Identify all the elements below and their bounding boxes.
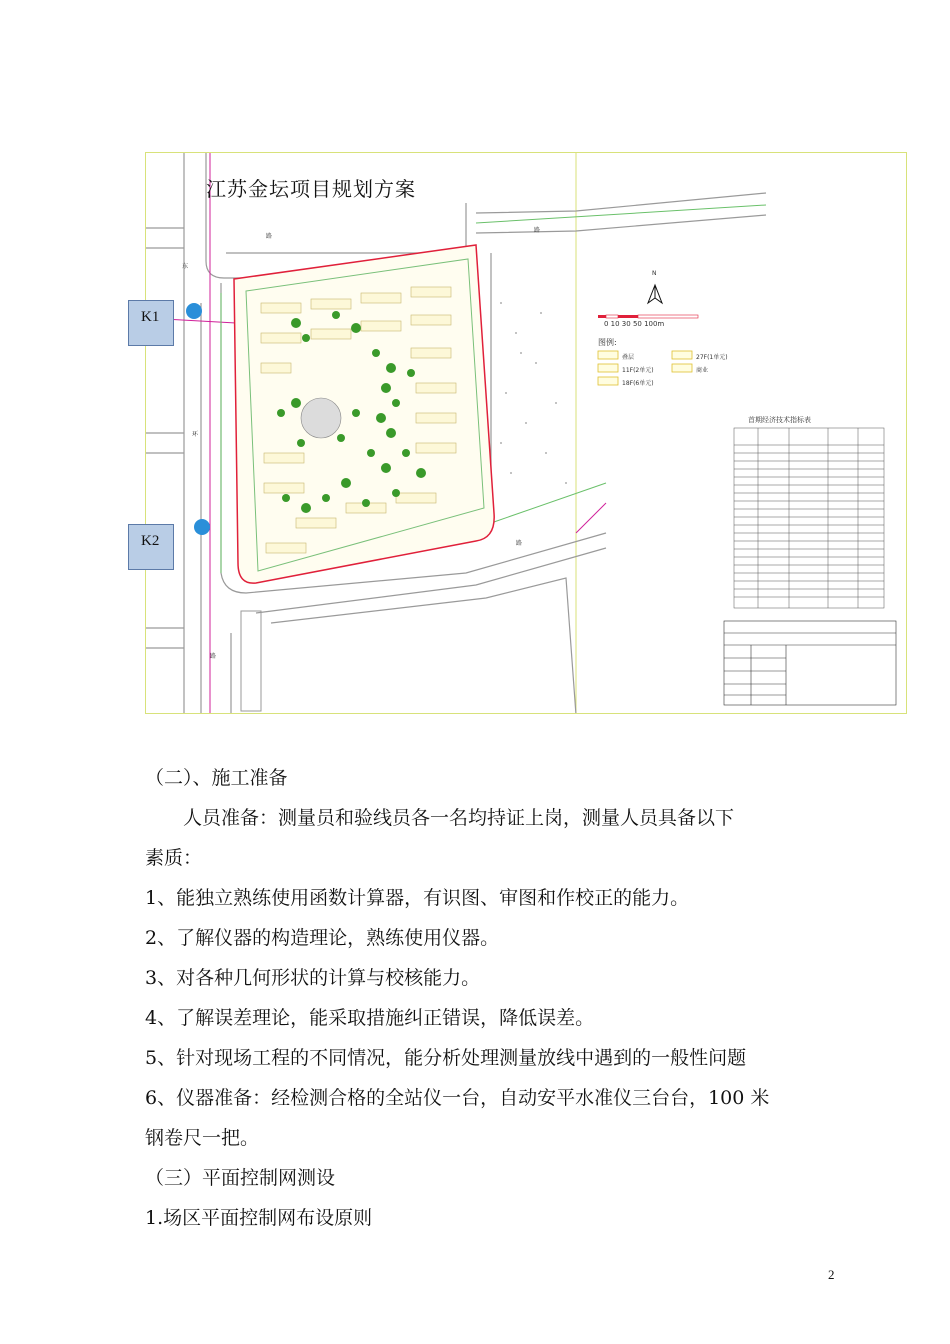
list-item-cont: 钢卷尺一把。 [145, 1127, 260, 1149]
list-item: 1、能独立熟练使用函数计算器，有识图、审图和作校正的能力。 [145, 887, 690, 909]
north-arrow [648, 285, 662, 303]
page-number: 2 [828, 1267, 835, 1282]
section-heading-control-network: （三）平面控制网测设 [145, 1167, 336, 1189]
legend-item: 叠层 [622, 354, 635, 361]
paragraph-personnel-cont: 素质： [145, 847, 203, 869]
list-item: 6、仪器准备：经检测合格的全站仪一台，自动安平水准仪三台台，100 米 [145, 1087, 770, 1109]
legend-item: 18F(6单元) [622, 380, 654, 387]
scale-label: 0 10 30 50 100m [604, 320, 665, 328]
legend-title: 图例: [598, 338, 617, 347]
k2-marker-label: K2 [128, 524, 174, 570]
list-item: 5、针对现场工程的不同情况，能分析处理测量放线中遇到的一般性问题 [145, 1047, 747, 1069]
site-plan-figure [145, 152, 907, 714]
road-label: 路 [516, 540, 523, 547]
subheading-principles: 1.场区平面控制网布设原则 [145, 1207, 373, 1229]
economics-table [734, 428, 884, 608]
legend-item: 27F(1单元) [696, 354, 728, 361]
north-label: N [652, 270, 657, 277]
road-label: 路 [210, 653, 217, 660]
list-item: 2、了解仪器的构造理论，熟练使用仪器。 [145, 927, 500, 949]
title-block [724, 621, 896, 705]
section-heading-construction-prep: （二）、施工准备 [145, 767, 288, 789]
plan-title: 江苏金坛项目规划方案 [206, 177, 416, 201]
road-label: 东 [182, 263, 189, 270]
legend-item: 11F(2单元) [622, 367, 654, 374]
k1-marker-dot [186, 303, 202, 319]
road-label: 路 [266, 233, 273, 240]
list-item: 3、对各种几何形状的计算与校核能力。 [145, 967, 481, 989]
legend-item: 商业 [696, 367, 709, 374]
scale-bar [598, 315, 698, 318]
k2-marker-dot [194, 519, 210, 535]
paragraph-personnel: 人员准备：测量员和验线员各一名均持证上岗，测量人员具备以下 [183, 807, 735, 829]
site-plan-drawing [146, 153, 907, 714]
road-label: 环 [192, 431, 199, 438]
road-label: 路 [534, 227, 541, 234]
k1-marker-label: K1 [128, 300, 174, 346]
list-item: 4、了解误差理论，能采取措施纠正错误，降低误差。 [145, 1007, 595, 1029]
table-title: 首期经济技术指标表 [748, 416, 811, 424]
